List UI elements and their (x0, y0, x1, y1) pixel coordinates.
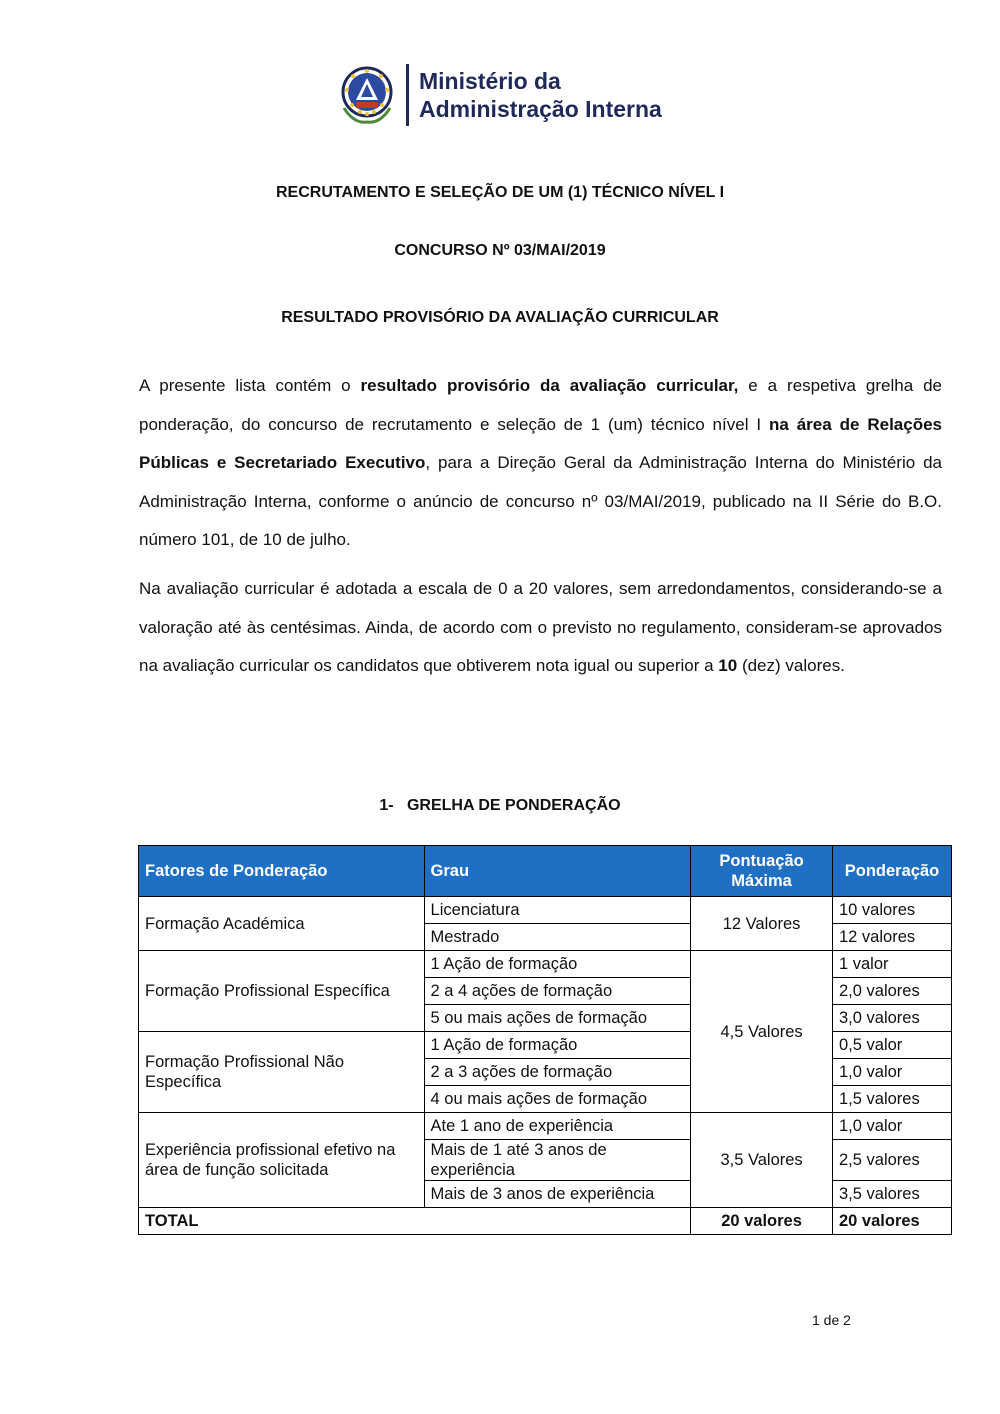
weight-cell: 0,5 valor (833, 1032, 952, 1059)
weight-cell: 10 valores (833, 897, 952, 924)
header-max-line-1: Pontuação (719, 852, 804, 870)
grade-cell: Licenciatura (424, 897, 691, 924)
factor-cell: Experiência profissional efetivo na área de função solicitada (139, 1113, 425, 1208)
weight-cell: 1,0 valor (833, 1059, 952, 1086)
para1-text-1: A presente lista contém o (139, 376, 361, 395)
title-result: RESULTADO PROVISÓRIO DA AVALIAÇÃO CURRICULAR (281, 309, 719, 326)
header-max-line-2: Máxima (731, 872, 792, 890)
weighting-table (138, 845, 952, 1235)
weight-cell: 3,0 valores (833, 1005, 952, 1032)
para2-text-1: Na avaliação curricular é adotada a escala de 0 a 20 valores, sem arredondamentos, considerando-se a valoração até às centésimas. Ainda, de acordo com o previsto no regulamento, consideram-se aprovados na avaliação curricular os candidatos que obtiverem nota igual ou superior a (139, 579, 942, 675)
scale-paragraph (139, 570, 942, 686)
para2-text-2: (dez) valores. (737, 656, 845, 675)
total-max: 20 valores (691, 1208, 833, 1235)
title-recruitment: RECRUTAMENTO E SELEÇÃO DE UM (1) TÉCNICO NÍVEL I (275, 184, 725, 201)
weight-cell: 12 valores (833, 924, 952, 951)
factor-cell: Formação Profissional Específica (139, 951, 425, 1032)
weight-cell: 1 valor (833, 951, 952, 978)
total-weight: 20 valores (833, 1208, 952, 1235)
weight-cell: 1,0 valor (833, 1113, 952, 1140)
grade-cell: 2 a 4 ações de formação (424, 978, 691, 1005)
grade-cell: 2 a 3 ações de formação (424, 1059, 691, 1086)
grade-cell: Ate 1 ano de experiência (424, 1113, 691, 1140)
weight-cell: 2,5 valores (833, 1140, 952, 1181)
grade-cell: Mais de 1 até 3 anos de experiência (424, 1140, 691, 1181)
header-grade: Grau (424, 846, 691, 897)
intro-paragraph (139, 367, 942, 560)
para1-text-2: e a respetiva grelha de ponderação, do concurso de recrutamento e seleção de 1 (um) técnico nível I (139, 376, 942, 434)
max-cell: 12 Valores (691, 897, 833, 951)
table-header-row (139, 846, 952, 897)
para1-bold-2: na área de Relações Públicas e Secretariado Executivo (139, 414, 942, 472)
grade-cell: 5 ou mais ações de formação (424, 1005, 691, 1032)
logo-divider (406, 64, 409, 126)
section-title: 1- GRELHA DE PONDERAÇÃO (379, 797, 621, 814)
logo-text (419, 67, 662, 123)
grade-cell: 1 Ação de formação (424, 1032, 691, 1059)
logo-line-1: Ministério da (419, 68, 561, 94)
grade-cell: Mais de 3 anos de experiência (424, 1181, 691, 1208)
logo-line-2: Administração Interna (419, 96, 662, 122)
grade-cell: Mestrado (424, 924, 691, 951)
coat-of-arms-icon (334, 62, 400, 128)
header-max-score (691, 846, 833, 897)
grade-cell: 1 Ação de formação (424, 951, 691, 978)
table-row (139, 1113, 952, 1140)
para1-text-3: , para a Direção Geral da Administração Interna do Ministério da Administração Interna, conforme o anúncio de concurso nº 03/MAI/2019, publicado na II Série do B.O. número 101, de 10 de julho. (139, 453, 942, 549)
weight-cell: 3,5 valores (833, 1181, 952, 1208)
table-row (139, 897, 952, 924)
table-row (139, 951, 952, 978)
weight-cell: 1,5 valores (833, 1086, 952, 1113)
page-number: 1 de 2 (812, 1312, 851, 1328)
grade-cell: 4 ou mais ações de formação (424, 1086, 691, 1113)
max-cell: 3,5 Valores (691, 1113, 833, 1208)
factor-cell: Formação Profissional Não Específica (139, 1032, 425, 1113)
ministry-logo (334, 62, 662, 128)
total-row (139, 1208, 952, 1235)
para2-bold-1: 10 (718, 656, 738, 675)
factor-cell: Formação Académica (139, 897, 425, 951)
title-contest: CONCURSO Nº 03/MAI/2019 (394, 242, 606, 259)
max-cell: 4,5 Valores (691, 951, 833, 1113)
weight-cell: 2,0 valores (833, 978, 952, 1005)
header-weight: Ponderação (833, 846, 952, 897)
total-label: TOTAL (139, 1208, 691, 1235)
header-factors: Fatores de Ponderação (139, 846, 425, 897)
para1-bold-1: resultado provisório da avaliação curricular, (360, 376, 739, 395)
